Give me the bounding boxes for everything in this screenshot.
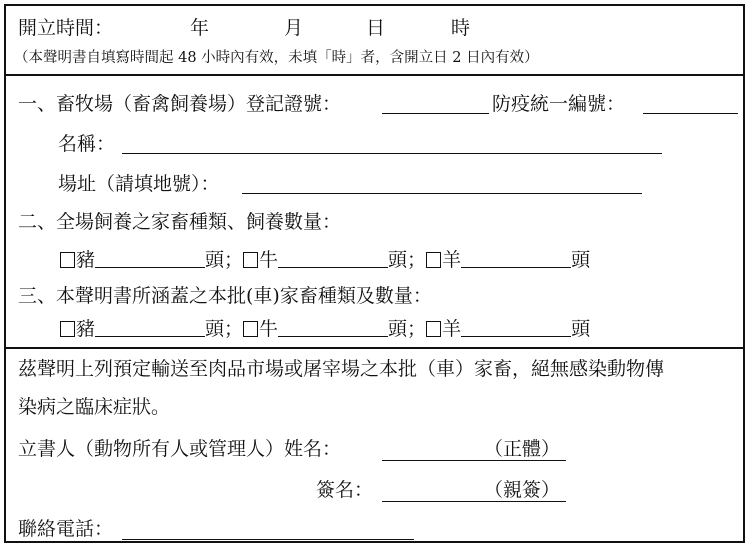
cattle-checkbox[interactable] xyxy=(243,252,258,268)
sheep-checkbox[interactable] xyxy=(426,252,441,268)
batch-cattle-label: 牛 xyxy=(259,318,279,340)
batch-sheep-count-field[interactable] xyxy=(461,318,571,337)
epidemic-id-field[interactable] xyxy=(643,113,738,114)
declaration-text-line2: 染病之臨床症狀。 xyxy=(18,396,171,418)
section3-title: 三、本聲明書所涵蓋之本批(車)家畜種類及數量： xyxy=(18,285,432,307)
batch-sheep-checkbox[interactable] xyxy=(426,321,441,337)
print-name-note: （正體） xyxy=(484,438,561,460)
section2-title: 二、全場飼養之家畜種類、飼養數量： xyxy=(18,211,342,233)
pig-label: 豬 xyxy=(76,249,96,271)
registration-number-label: 一、畜牧場（畜禽飼養場）登記證號： xyxy=(18,93,342,115)
signer-name-label: 立書人（動物所有人或管理人）姓名： xyxy=(18,438,342,460)
farm-name-field[interactable] xyxy=(122,153,662,154)
cattle-count-field[interactable] xyxy=(278,249,388,268)
hour-label: 時 xyxy=(451,17,471,39)
month-label: 月 xyxy=(284,17,304,39)
day-label: 日 xyxy=(366,17,386,39)
batch-sheep-label: 羊 xyxy=(442,318,462,340)
farm-livestock-row xyxy=(60,248,590,272)
phone-label: 聯絡電話： xyxy=(18,518,114,540)
cattle-label: 牛 xyxy=(259,249,279,271)
issue-time-label: 開立時間： xyxy=(18,17,114,39)
batch-pig-label: 豬 xyxy=(76,318,96,340)
signature-note: （親簽） xyxy=(484,479,561,501)
batch-cattle-unit: 頭； xyxy=(388,318,427,340)
issue-time-section xyxy=(6,6,743,76)
batch-livestock-row xyxy=(60,317,590,341)
farm-info-section xyxy=(6,76,743,349)
declaration-text-line1: 茲聲明上列預定輸送至肉品市場或屠宰場之本批（車）家畜，絕無感染動物傳 xyxy=(18,358,665,380)
batch-cattle-count-field[interactable] xyxy=(278,318,388,337)
pig-checkbox[interactable] xyxy=(60,252,75,268)
batch-pig-count-field[interactable] xyxy=(95,318,205,337)
farm-address-field[interactable] xyxy=(242,193,642,194)
declaration-form xyxy=(4,4,745,543)
batch-pig-unit: 頭； xyxy=(205,318,244,340)
registration-number-field[interactable] xyxy=(382,113,489,114)
sheep-label: 羊 xyxy=(442,249,462,271)
farm-address-label: 場址（請填地號）： xyxy=(58,173,220,195)
sheep-unit: 頭 xyxy=(571,249,591,271)
signature-label: 簽名： xyxy=(316,479,374,501)
pig-count-field[interactable] xyxy=(95,249,205,268)
batch-cattle-checkbox[interactable] xyxy=(243,321,258,337)
declaration-section xyxy=(6,349,743,545)
phone-field[interactable] xyxy=(122,539,414,540)
farm-name-label: 名稱： xyxy=(58,133,116,155)
pig-unit: 頭； xyxy=(205,249,244,271)
cattle-unit: 頭； xyxy=(388,249,427,271)
epidemic-id-label: 防疫統一編號： xyxy=(492,93,626,115)
batch-pig-checkbox[interactable] xyxy=(60,321,75,337)
sheep-count-field[interactable] xyxy=(461,249,571,268)
batch-sheep-unit: 頭 xyxy=(571,318,591,340)
year-label: 年 xyxy=(190,17,210,39)
validity-note: （本聲明書自填寫時間起 48 小時內有效，未填「時」者，含開立日 2 日內有效） xyxy=(14,50,539,66)
